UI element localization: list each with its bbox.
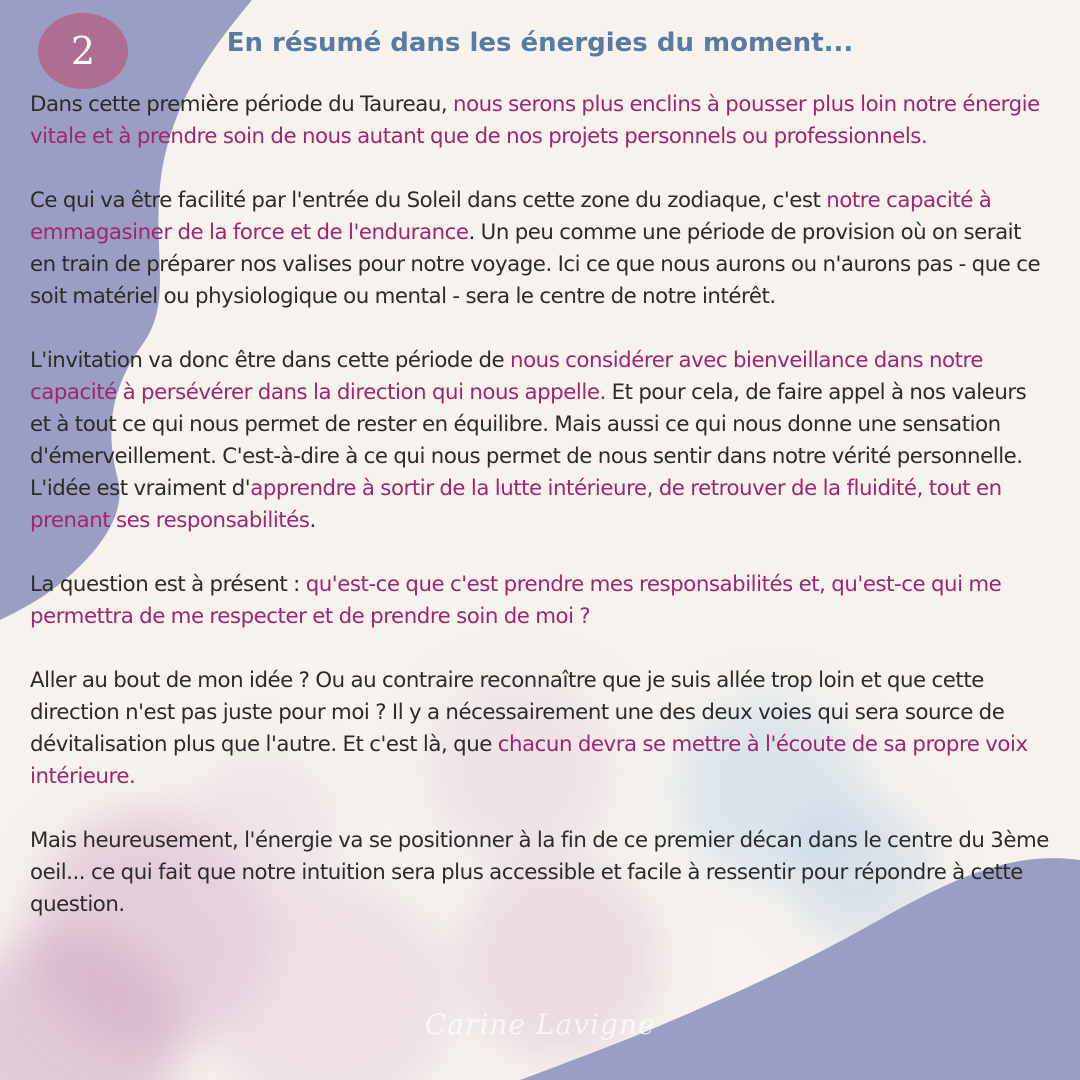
paragraph-text: . Un peu comme une période de provision où on serait en train de préparer nos valises pour notre voyage. Ici ce que nous aurons ou n'aurons pas - que ce soit matériel ou physiologique ou mental - sera le centre de notre intérêt. bbox=[30, 220, 1041, 309]
paragraph-4 bbox=[30, 569, 1050, 633]
page-number: 2 bbox=[70, 29, 96, 73]
paragraph-5 bbox=[30, 665, 1050, 793]
highlight-text: chacun devra se mettre à l'écoute de sa propre voix intérieure. bbox=[30, 732, 1028, 789]
paragraph-2 bbox=[30, 185, 1050, 313]
page-number-badge bbox=[38, 13, 128, 89]
highlight-text: apprendre à sortir de la lutte intérieure, de retrouver de la fluidité, tout en prenant ses responsabilités bbox=[30, 476, 1002, 533]
paragraph-1 bbox=[30, 89, 1050, 153]
highlight-text: notre capacité à emmagasiner de la force et de l'endurance bbox=[30, 188, 992, 245]
highlight-text: nous serons plus enclins à pousser plus loin notre énergie vitale et à prendre soin de nous autant que de nos projets personnels ou professionnels. bbox=[30, 92, 1040, 149]
highlight-text: qu'est-ce que c'est prendre mes responsabilités et, qu'est-ce qui me permettra de me respecter et de prendre soin de moi ? bbox=[30, 572, 1002, 629]
page-title: En résumé dans les énergies du moment... bbox=[226, 28, 854, 58]
highlight-text: nous considérer avec bienveillance dans notre capacité à persévérer dans la direction qui nous appelle. bbox=[30, 348, 984, 405]
paragraph-3 bbox=[30, 345, 1050, 537]
paragraph-text: L'invitation va donc être dans cette période de bbox=[30, 348, 511, 373]
body-text bbox=[30, 89, 1050, 953]
paragraph-text: . bbox=[309, 508, 316, 533]
paragraph-text: Aller au bout de mon idée ? Ou au contraire reconnaître que je suis allée trop loin et que cette direction n'est pas juste pour moi ? Il y a nécessairement une des deux voies qui sera source de dévitalisation plus que l'autre. Et c'est là, que bbox=[30, 668, 1005, 757]
paragraph-text: Et pour cela, de faire appel à nos valeurs et à tout ce qui nous permet de rester en équilibre. Mais aussi ce qui nous donne une sensation d'émerveillement. C'est-à-dire à ce qui nous permet de nous sentir dans notre vérité personnelle. L'idée est vraiment d' bbox=[30, 380, 1027, 501]
paragraph-text: Dans cette première période du Taureau, bbox=[30, 92, 454, 117]
paragraph-6 bbox=[30, 825, 1050, 921]
author-signature: Carine Lavigne bbox=[425, 1008, 656, 1041]
paragraph-text: La question est à présent : bbox=[30, 572, 306, 597]
paragraph-text: Mais heureusement, l'énergie va se positionner à la fin de ce premier décan dans le centre du 3ème oeil... ce qui fait que notre intuition sera plus accessible et facile à ressentir pour répondre à cette question. bbox=[30, 828, 1049, 917]
paragraph-text: Ce qui va être facilité par l'entrée du Soleil dans cette zone du zodiaque, c'est bbox=[30, 188, 827, 213]
